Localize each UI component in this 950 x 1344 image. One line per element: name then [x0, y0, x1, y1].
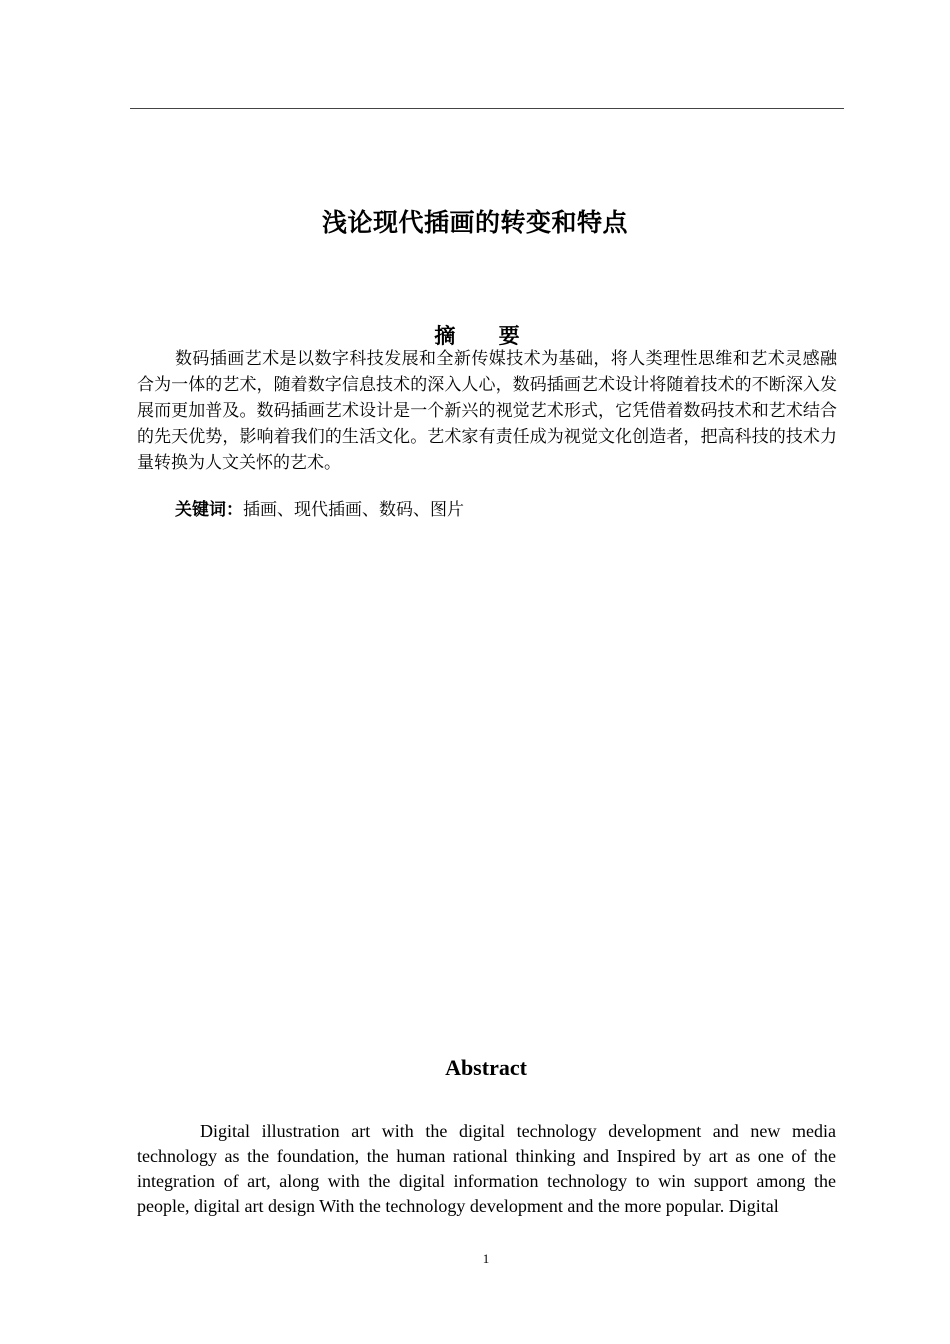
- page-number: 1: [482, 1251, 490, 1266]
- keywords-line: [175, 497, 464, 523]
- abstract-cn-body: 数码插画艺术是以数字科技发展和全新传媒技术为基础，将人类理性思维和艺术灵感融合为一体的艺术，随着数字信息技术的深入人心，数码插画艺术设计将随着技术的不断深入发展而更加普及。数码插画艺术设计是一个新兴的视觉艺术形式，它凭借着数码技术和艺术结合的先天优势，影响着我们的生活文化。艺术家有责任成为视觉文化创造者，把高科技的技术力量转换为人文关怀的艺术。: [137, 349, 837, 473]
- abstract-cn-heading-text: 摘 要: [434, 323, 538, 348]
- document-title: 浅论现代插画的转变和特点: [321, 208, 628, 237]
- keywords-value: 插画、现代插画、数码、图片: [243, 500, 464, 520]
- keywords-label: 关键词：: [175, 500, 243, 520]
- header-rule: [130, 108, 844, 109]
- abstract-en-heading: Abstract: [445, 1055, 527, 1080]
- abstract-en-body: Digital illustration art with the digital technology development and new media technology as the foundation, the human rational thinking and Inspired by art as one of the integration of art, along with the digital information technology to win support among the people, digital art design With the technology development and the more popular. Digital: [137, 1121, 836, 1216]
